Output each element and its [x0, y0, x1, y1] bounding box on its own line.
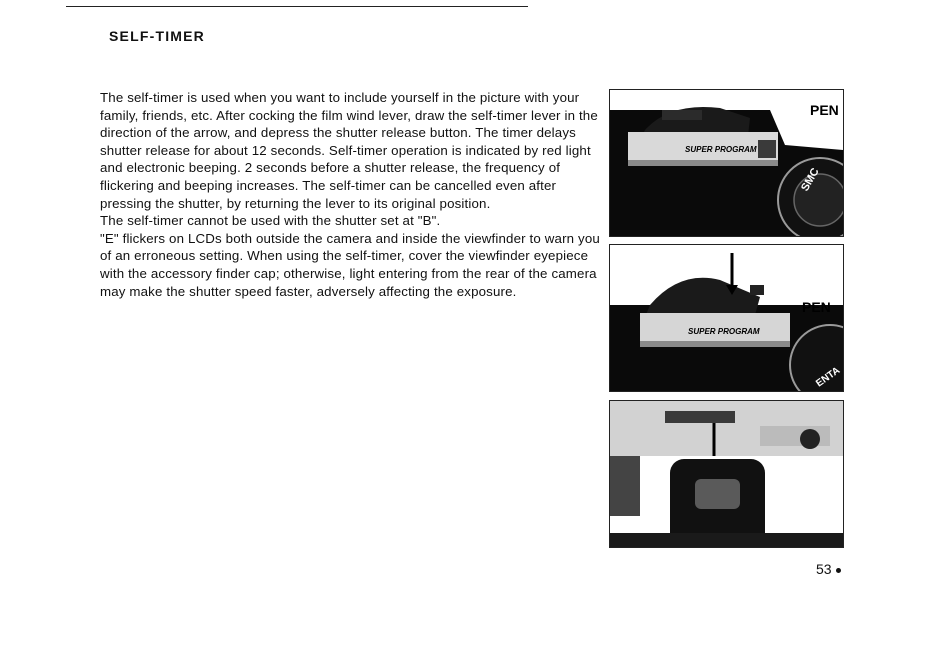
paragraph-bulb-note: The self-timer cannot be used with the shutter set at "B". — [100, 213, 441, 229]
photo-self-timer-arrow — [609, 244, 844, 392]
photo-camera-self-timer-lever — [609, 89, 844, 237]
photo1-lens-text: SMC — [799, 166, 822, 194]
paragraph-self-timer-usage: The self-timer is used when you want to include yourself in the picture with your family, friends, etc. After cocking the film wind lever, draw the self-timer lever in the direction of the arrow, and depress the shutter release button. The timer delays shutter release for about 12 seconds. Self-timer operation is indicated by red light and electronic beeping. 2 seconds before a shutter release, the frequency of flickering and beeping increases. The self-timer can be cancelled even after pressing the shutter, by returning the lever to its original position. — [100, 90, 598, 211]
photo1-model-text: SUPER PROGRAM — [685, 145, 757, 154]
page-number-text: 53 — [816, 561, 832, 577]
body-text — [100, 89, 600, 300]
page-number — [816, 561, 841, 577]
page-dot — [836, 568, 841, 573]
top-rule — [66, 6, 528, 7]
photo2-brand-text: PEN — [802, 299, 831, 315]
photo2-model-text: SUPER PROGRAM — [688, 327, 760, 336]
section-title: SELF-TIMER — [109, 28, 205, 44]
photo1-brand-text: PEN — [810, 102, 839, 118]
paragraph-eyepiece-note: "E" flickers on LCDs both outside the camera and inside the viewfinder to warn you of an erroneous setting. When using the self-timer, cover the viewfinder eyepiece with the accessory finder cap; otherwise, light entering from the rear of the camera may make the shutter speed faster, adversely affecting the exposure. — [100, 230, 600, 299]
photo2-lens-text: ENTA — [814, 365, 843, 390]
photo-viewfinder-eyepiece — [609, 400, 844, 548]
